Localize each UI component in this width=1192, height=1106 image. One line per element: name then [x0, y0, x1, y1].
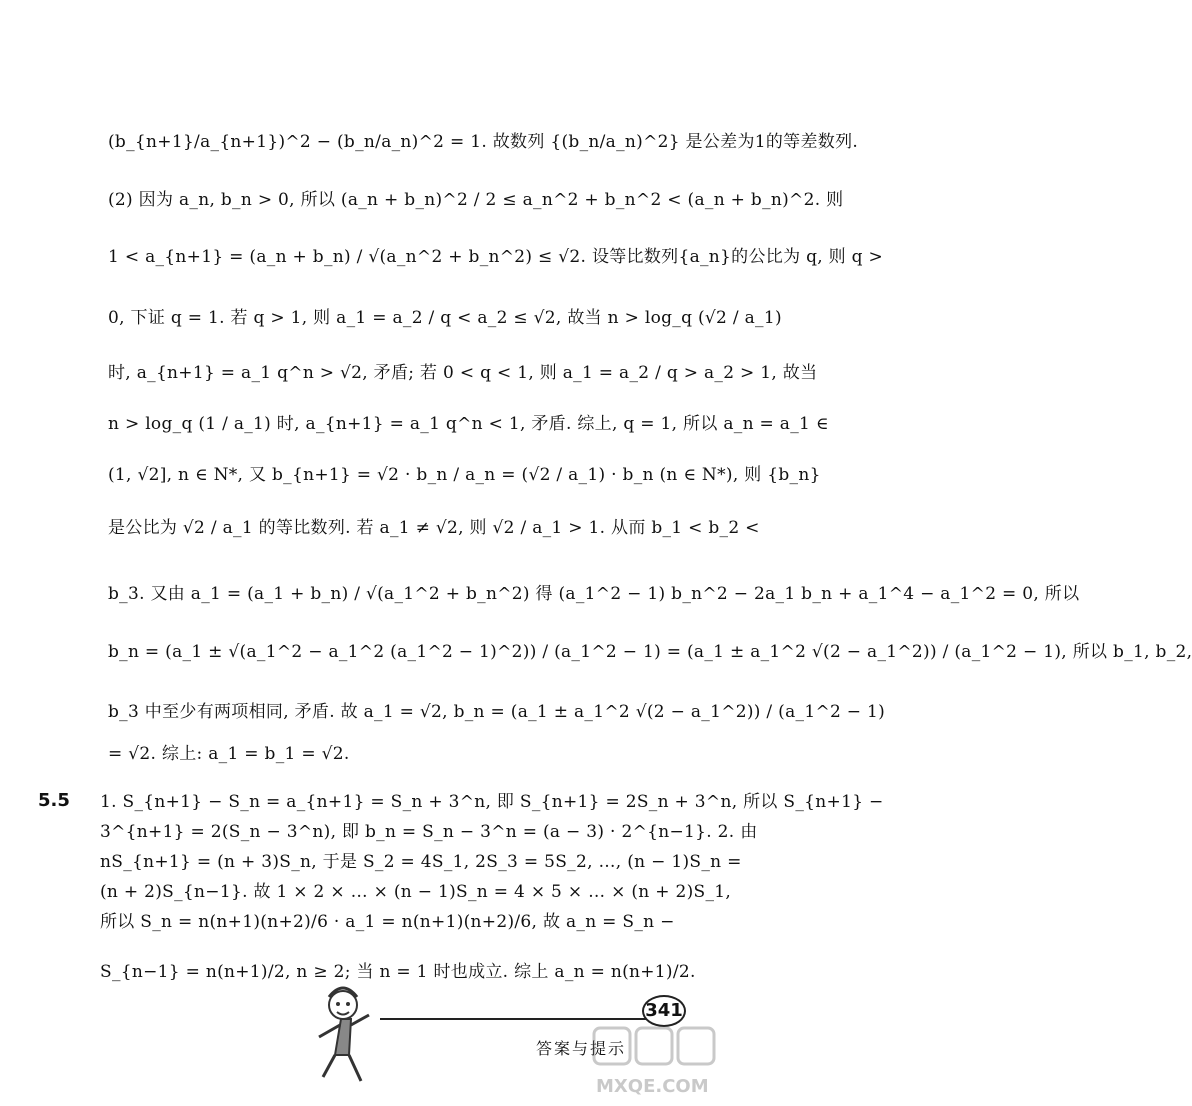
text-line: S_{n−1} = n(n+1)/2, n ≥ 2; 当 n = 1 时也成立. 综上 a_n = n(n+1)/2. — [100, 962, 696, 982]
text-line: n > log_q (1 / a_1) 时, a_{n+1} = a_1 q^n < 1, 矛盾. 综上, q = 1, 所以 a_n = a_1 ∈ — [108, 414, 829, 434]
text-line: 所以 S_n = n(n+1)(n+2)/6 · a_1 = n(n+1)(n+2)/6, 故 a_n = S_n − — [100, 912, 675, 932]
text-line: 1. S_{n+1} − S_n = a_{n+1} = S_n + 3^n, 即 S_{n+1} = 2S_n + 3^n, 所以 S_{n+1} − — [100, 792, 884, 812]
text-line: (b_{n+1}/a_{n+1})^2 − (b_n/a_n)^2 = 1. 故数列 {(b_n/a_n)^2} 是公差为1的等差数列. — [108, 132, 859, 152]
text-line: b_3 中至少有两项相同, 矛盾. 故 a_1 = √2, b_n = (a_1 ± a_1^2 √(2 − a_1^2)) / (a_1^2 − 1) — [108, 702, 886, 722]
watermark-logo — [588, 1022, 738, 1102]
text-line: b_n = (a_1 ± √(a_1^2 − a_1^2 (a_1^2 − 1)^2)) / (a_1^2 − 1) = (a_1 ± a_1^2 √(2 − a_1^2)) / (a_1^2 − 1), 所以 b_1, b_2, — [108, 642, 1192, 662]
text-line: 是公比为 √2 / a_1 的等比数列. 若 a_1 ≠ √2, 则 √2 / a_1 > 1. 从而 b_1 < b_2 < — [108, 518, 760, 538]
text-line: (n + 2)S_{n−1}. 故 1 × 2 × … × (n − 1)S_n = 4 × 5 × … × (n + 2)S_1, — [100, 882, 732, 902]
text-line: 时, a_{n+1} = a_1 q^n > √2, 矛盾; 若 0 < q < 1, 则 a_1 = a_2 / q > a_2 > 1, 故当 — [108, 363, 818, 383]
watermark-text: MXQE.COM — [596, 1076, 709, 1097]
text-line: 0, 下证 q = 1. 若 q > 1, 则 a_1 = a_2 / q < a_2 ≤ √2, 故当 n > log_q (√2 / a_1) — [108, 308, 782, 328]
footer-divider — [380, 1018, 670, 1020]
section-label: 5.5 — [38, 790, 70, 811]
text-line: nS_{n+1} = (n + 3)S_n, 于是 S_2 = 4S_1, 2S_3 = 5S_2, …, (n − 1)S_n = — [100, 852, 742, 872]
cartoon-figure-illustration — [305, 985, 375, 1095]
page-number: 341 — [642, 995, 686, 1027]
text-line: (1, √2], n ∈ N*, 又 b_{n+1} = √2 · b_n / a_n = (√2 / a_1) · b_n (n ∈ N*), 则 {b_n} — [108, 465, 821, 485]
text-line: (2) 因为 a_n, b_n > 0, 所以 (a_n + b_n)^2 / 2 ≤ a_n^2 + b_n^2 < (a_n + b_n)^2. 则 — [108, 190, 844, 210]
text-line: b_3. 又由 a_1 = (a_1 + b_n) / √(a_1^2 + b_n^2) 得 (a_1^2 − 1) b_n^2 − 2a_1 b_n + a_1^4 − a_1^2 = 0, 所以 — [108, 584, 1080, 604]
text-line: 1 < a_{n+1} = (a_n + b_n) / √(a_n^2 + b_n^2) ≤ √2. 设等比数列{a_n}的公比为 q, 则 q > — [108, 247, 884, 267]
text-line: = √2. 综上: a_1 = b_1 = √2. — [108, 744, 350, 764]
footer-text: 答案与提示 — [536, 1039, 627, 1058]
text-line: 3^{n+1} = 2(S_n − 3^n), 即 b_n = S_n − 3^n = (a − 3) · 2^{n−1}. 2. 由 — [100, 822, 758, 842]
